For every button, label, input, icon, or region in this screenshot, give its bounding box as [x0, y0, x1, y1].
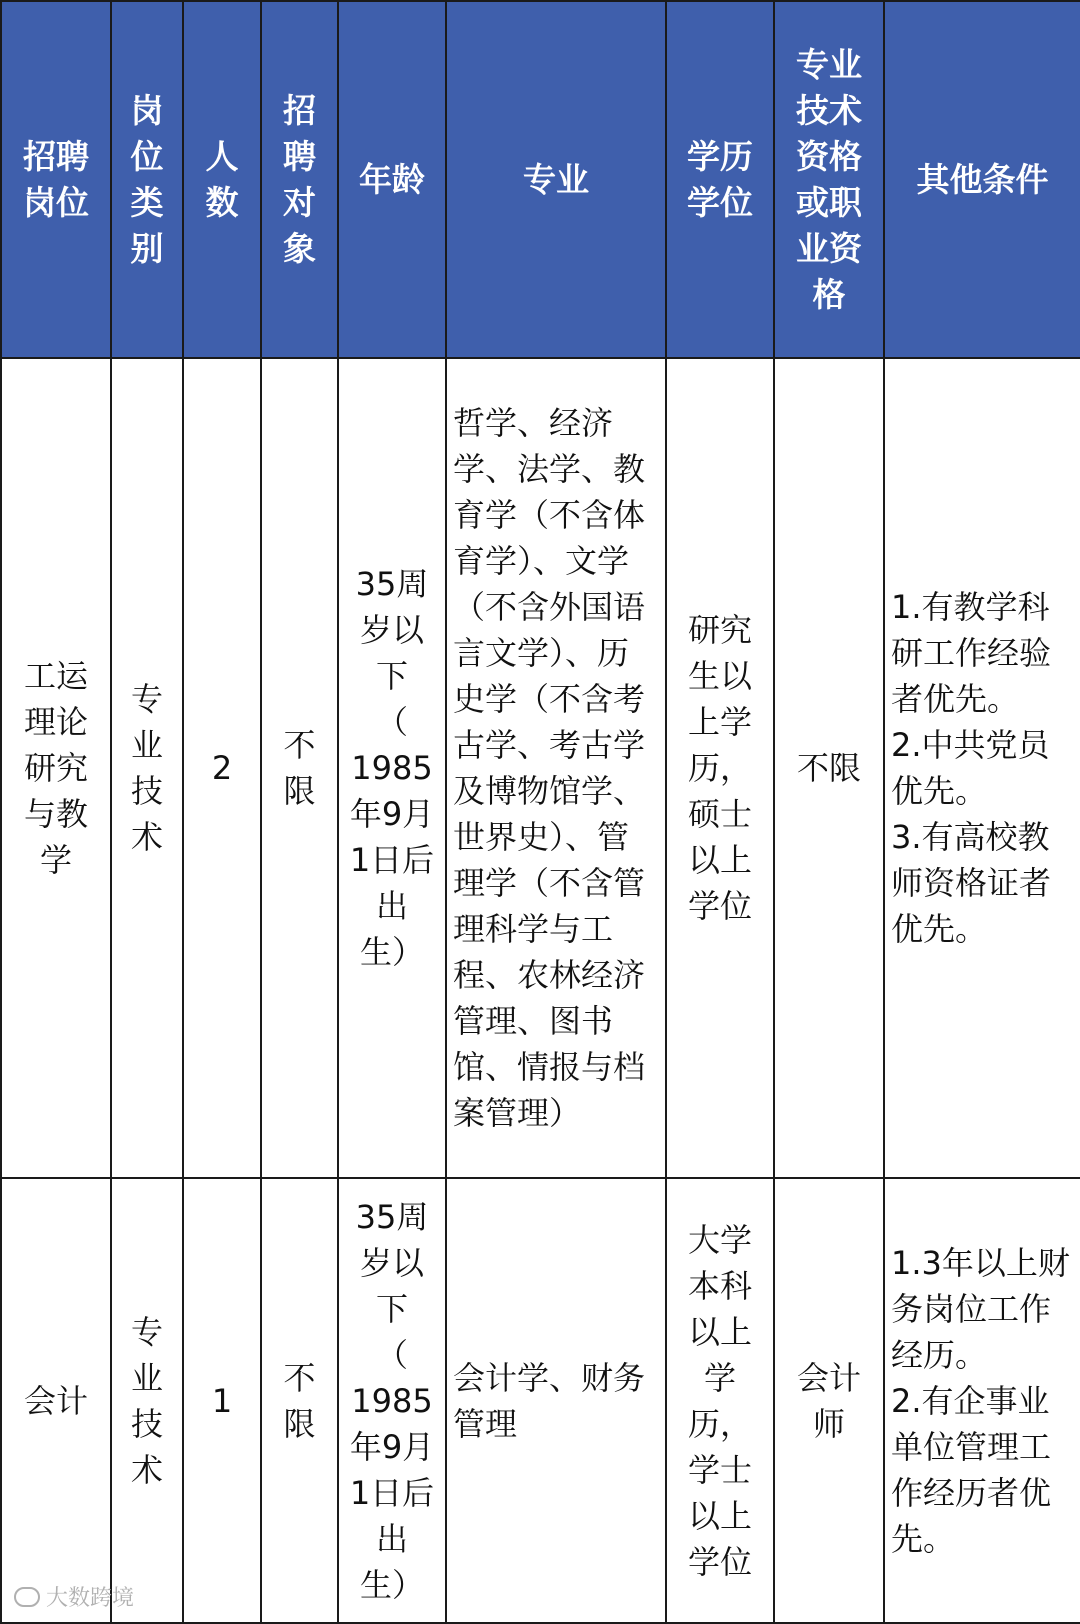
cell-age: 35周 岁以 下 （ 1985 年9月 1日后 出 生）: [338, 358, 446, 1178]
header-position: 招聘 岗位: [1, 1, 111, 358]
table-row: [1, 1178, 1080, 1623]
cell-position: 工运 理论 研究 与教 学: [1, 358, 111, 1178]
watermark: [14, 1581, 134, 1612]
header-count: 人 数: [183, 1, 261, 358]
cell-age: 35周 岁以 下 （ 1985 年9月 1日后 出 生）: [338, 1178, 446, 1623]
header-other: 其他条件: [884, 1, 1080, 358]
cell-qualification: 会计 师: [774, 1178, 884, 1623]
header-category: 岗 位 类 别: [111, 1, 183, 358]
header-major: 专业: [446, 1, 666, 358]
header-education: 学历 学位: [666, 1, 774, 358]
watermark-text: 大数跨境: [46, 1586, 135, 1611]
header-qualification: 专业 技术 资格 或职 业资 格: [774, 1, 884, 358]
cell-other: 1.3年以上财务岗位工作经历。 2.有企事业单位管理工作经历者优先。: [884, 1178, 1080, 1623]
table-row: [1, 358, 1080, 1178]
cell-qualification: 不限: [774, 358, 884, 1178]
cell-count: 2: [183, 358, 261, 1178]
cell-target: 不 限: [261, 1178, 338, 1623]
header-age: 年龄: [338, 1, 446, 358]
header-target: 招 聘 对 象: [261, 1, 338, 358]
cell-target: 不 限: [261, 358, 338, 1178]
cell-position: 会计: [1, 1178, 111, 1623]
cell-major: 会计学、财务管理: [446, 1178, 666, 1623]
cell-category: 专 业 技 术: [111, 1178, 183, 1623]
watermark-logo-icon: [14, 1587, 40, 1607]
cell-other: 1.有教学科研工作经验者优先。 2.中共党员优先。 3.有高校教师资格证者优先。: [884, 358, 1080, 1178]
cell-major: 哲学、经济学、法学、教育学（不含体育学）、文学（不含外国语言文学）、历史学（不含考古学、考古学及博物馆学、世界史）、管理学（不含管理科学与工程、农林经济管理、图书馆、情报与档案管理）: [446, 358, 666, 1178]
cell-education: 研究 生以 上学 历， 硕士 以上 学位: [666, 358, 774, 1178]
cell-count: 1: [183, 1178, 261, 1623]
cell-education: 大学 本科 以上 学 历， 学士 以上 学位: [666, 1178, 774, 1623]
header-row: [1, 1, 1080, 358]
cell-category: 专 业 技 术: [111, 358, 183, 1178]
